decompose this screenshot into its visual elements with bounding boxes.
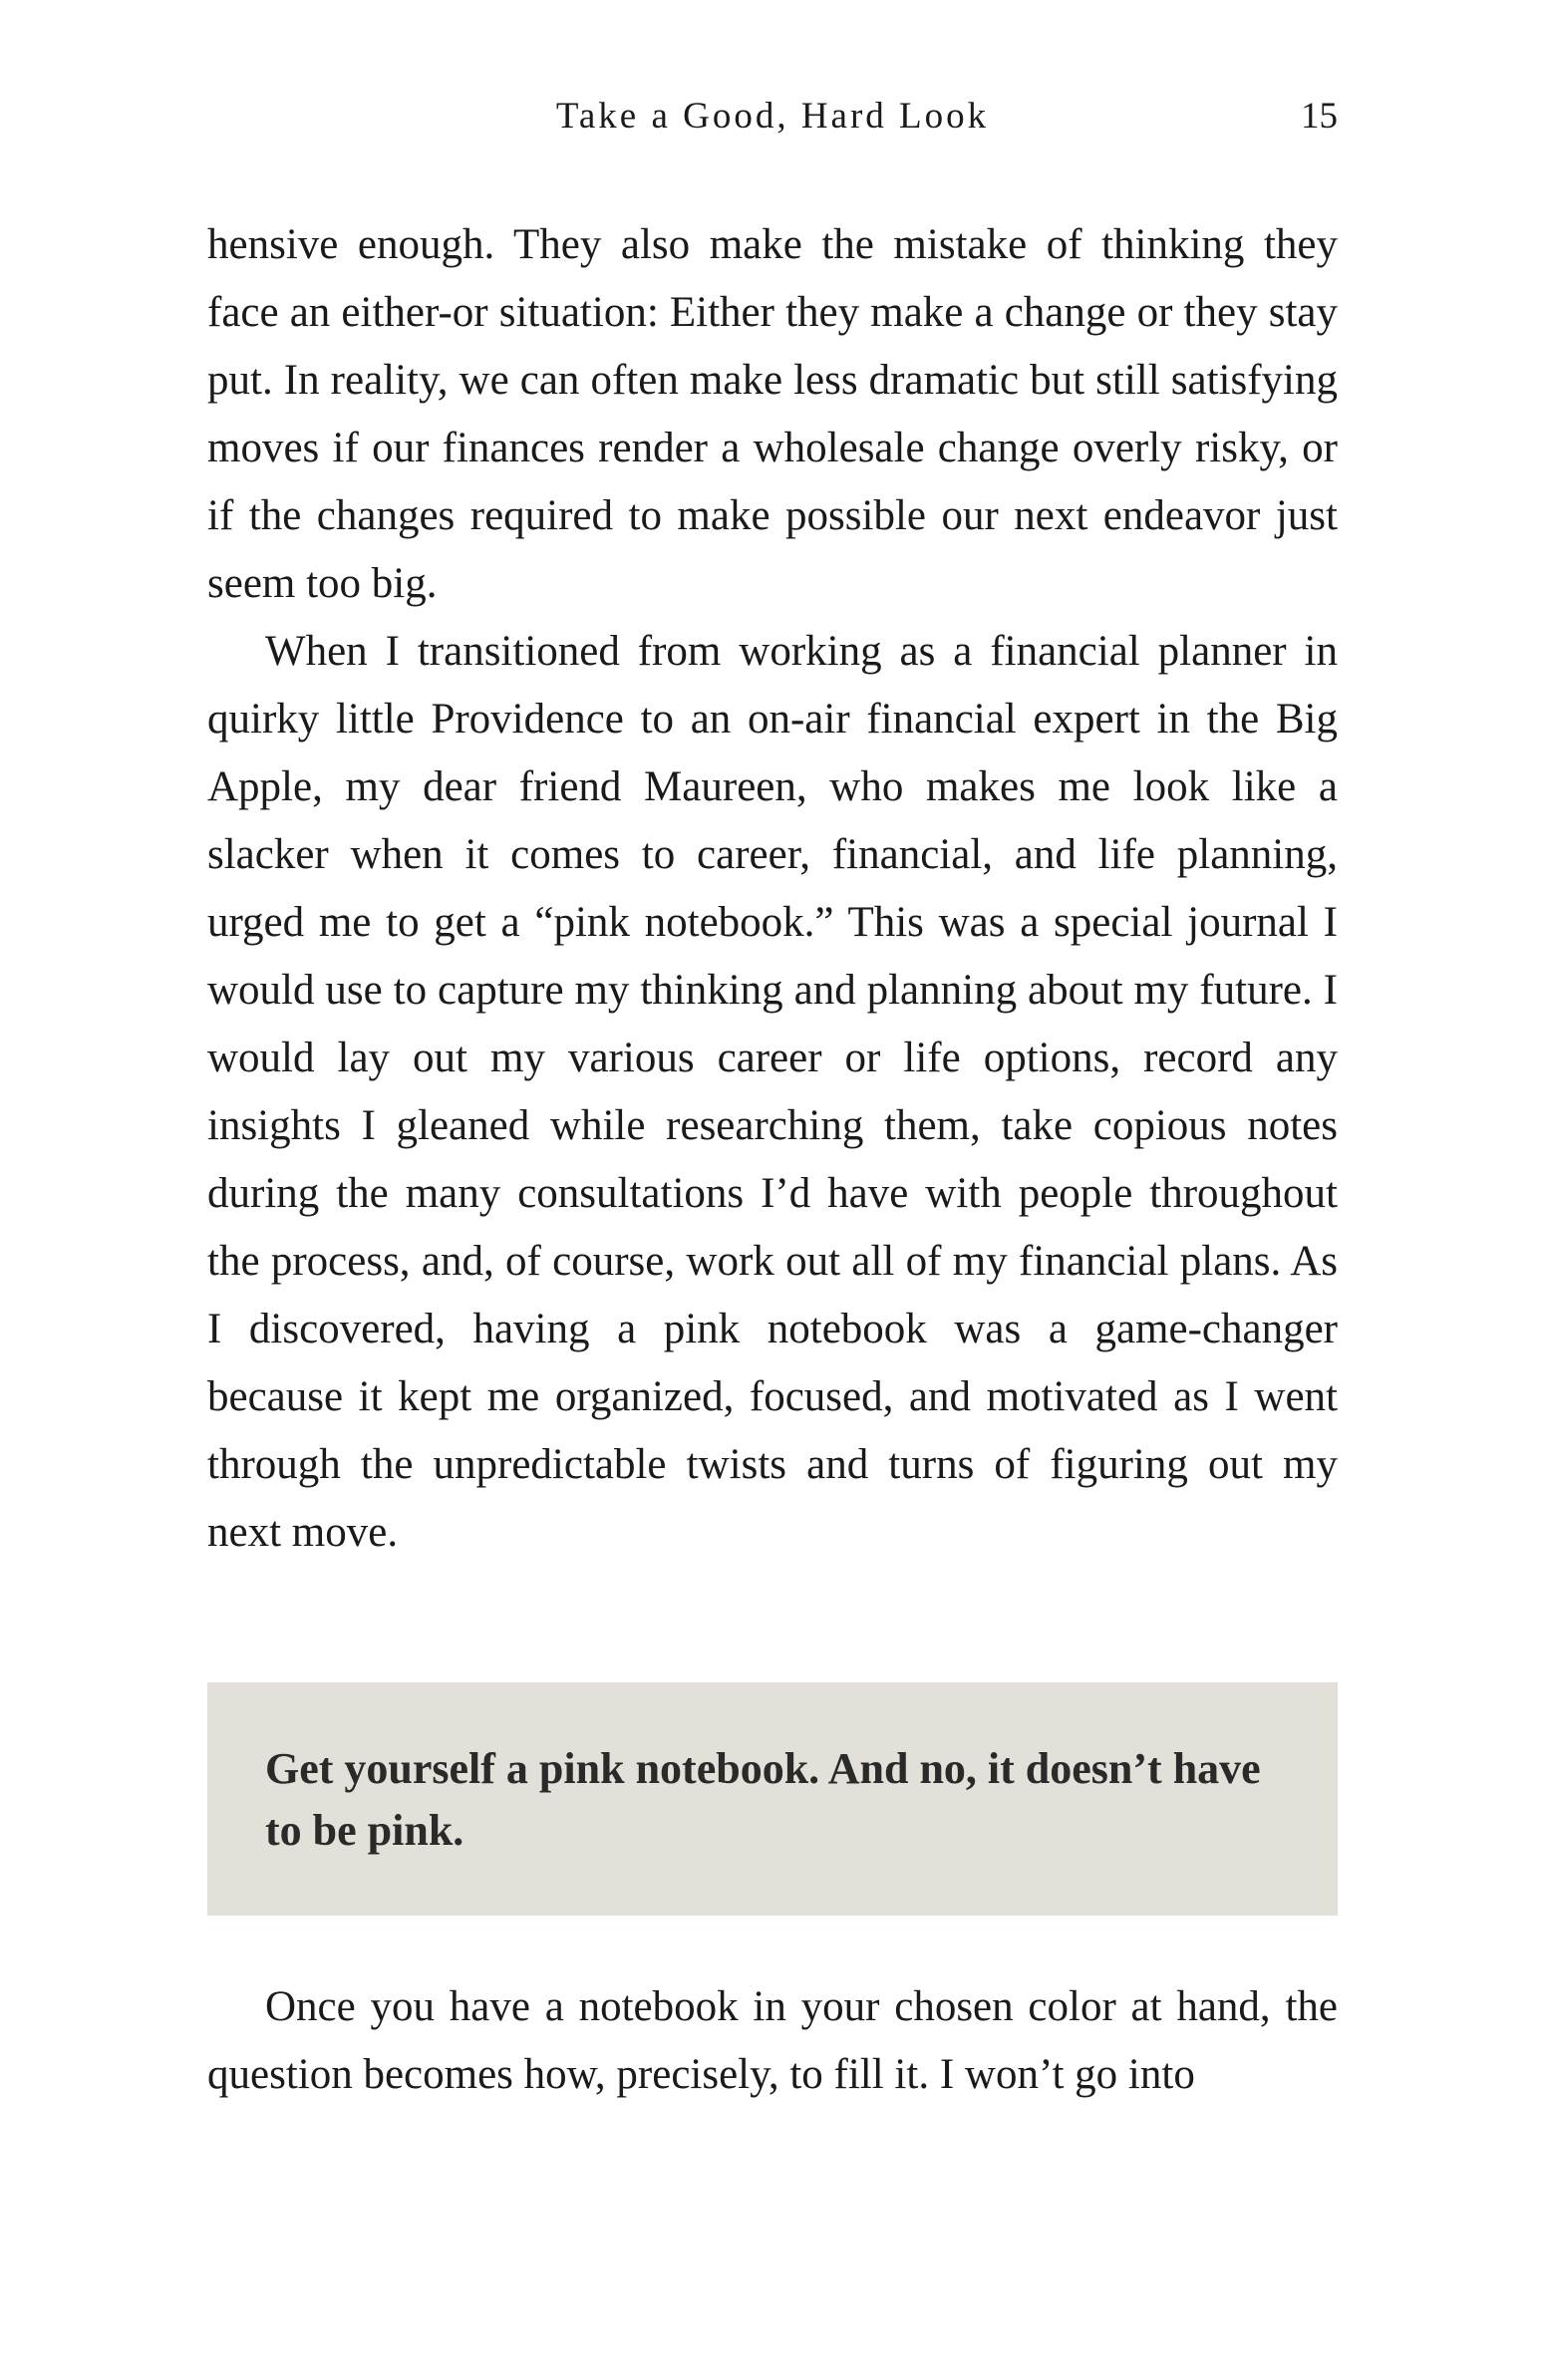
callout-text: Get yourself a pink notebook. And no, it doesn’t have to be pink.: [265, 1744, 1261, 1855]
body-text-top: [207, 211, 1338, 1567]
running-title: Take a Good, Hard Look: [555, 96, 990, 137]
paragraph-fill-notebook: Once you have a notebook in your chosen color at hand, the question becomes how, precisely, to fill it. I won’t go into: [207, 1983, 1338, 2098]
callout-box: [207, 1682, 1338, 1916]
page-number: 15: [1301, 96, 1338, 137]
paragraph-pink-notebook: When I transitioned from working as a financial planner in quirky little Providence to an on-air financial expert in the Big Apple, my dear friend Maureen, who makes me look like a slacker when it comes to career, financial, and life planning, urged me to get a “pink notebook.” This was a special journal I would use to capture my thinking and planning about my future. I would lay out my various career or life options, record any insights I gleaned while researching them, take copious notes during the many consultations I’d have with people throughout the process, and, of course, work out all of my financial plans. As I discovered, having a pink notebook was a game-changer because it kept me organized, focused, and motivated as I went through the unpredictable twists and turns of figuring out my next move.: [207, 628, 1338, 1556]
body-text-bottom: [207, 1973, 1338, 2109]
paragraph-continued: hensive enough. They also make the mistake of thinking they face an either-or situation: Either they make a change or they stay put. In reality, we can often make less dramatic but still satisfying moves if our finances render a wholesale change overly risky, or if the changes required to make possible our next endeavor just seem too big.: [207, 221, 1338, 607]
running-head: [207, 92, 1338, 142]
